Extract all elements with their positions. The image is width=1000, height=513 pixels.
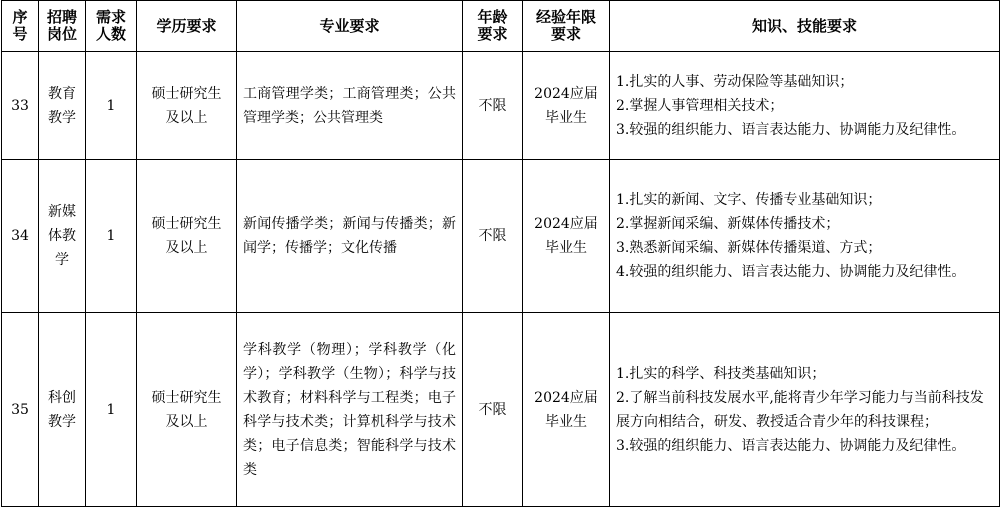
cell-skills xyxy=(610,313,1000,507)
cell-major: 学科教学（物理）；学科教学（化学）；学科教学（生物）；科学与技术教育；材料科学与工程类；电子科学与技术类；计算机科学与技术类；电子信息类；智能科学与技术类 xyxy=(237,313,463,507)
skill-item: 1.扎实的新闻、文字、传播专业基础知识； xyxy=(616,192,882,208)
header-major: 专业要求 xyxy=(237,1,463,52)
cell-position: 教育教学 xyxy=(39,52,86,160)
header-count: 需求人数 xyxy=(86,1,137,52)
cell-count: 1 xyxy=(86,160,137,313)
cell-skills xyxy=(610,52,1000,160)
skill-item: 3.较强的组织能力、语言表达能力、协调能力及纪律性。 xyxy=(616,121,966,138)
cell-count: 1 xyxy=(86,313,137,507)
cell-seq: 35 xyxy=(2,313,39,507)
table-row xyxy=(2,313,1000,507)
skill-item: 2.掌握新闻采编、新媒体传播技术； xyxy=(616,216,840,232)
skill-item: 2.了解当前科技发展水平,能将青少年学习能力与当前科技发展方向相结合，研发、教授适合青少年的科技课程； xyxy=(616,389,984,430)
cell-age: 不限 xyxy=(463,160,523,313)
skill-item: 3.熟悉新闻采编、新媒体传播渠道、方式； xyxy=(616,240,882,256)
header-position: 招聘岗位 xyxy=(39,1,86,52)
cell-experience: 2024应届毕业生 xyxy=(523,160,610,313)
header-row xyxy=(2,1,1000,52)
header-seq: 序号 xyxy=(2,1,39,52)
cell-major: 新闻传播学类；新闻与传播类；新闻学；传播学；文化传播 xyxy=(237,160,463,313)
cell-education: 硕士研究生及以上 xyxy=(137,52,237,160)
cell-count: 1 xyxy=(86,52,137,160)
cell-age: 不限 xyxy=(463,313,523,507)
cell-experience: 2024应届毕业生 xyxy=(523,52,610,160)
cell-age: 不限 xyxy=(463,52,523,160)
header-skills: 知识、技能要求 xyxy=(610,1,1000,52)
skill-item: 2.掌握人事管理相关技术； xyxy=(616,97,784,114)
cell-skills xyxy=(610,160,1000,313)
table-row xyxy=(2,52,1000,160)
skill-item: 4.较强的组织能力、语言表达能力、协调能力及纪律性。 xyxy=(616,264,966,280)
header-experience: 经验年限要求 xyxy=(523,1,610,52)
header-age: 年龄要求 xyxy=(463,1,523,52)
skill-item: 1.扎实的人事、劳动保险等基础知识； xyxy=(616,73,854,90)
cell-education: 硕士研究生及以上 xyxy=(137,160,237,313)
cell-experience: 2024应届毕业生 xyxy=(523,313,610,507)
skill-item: 1.扎实的科学、科技类基础知识； xyxy=(616,365,826,382)
cell-position: 科创教学 xyxy=(39,313,86,507)
cell-position: 新媒体教学 xyxy=(39,160,86,313)
recruitment-table xyxy=(1,0,1000,507)
cell-major: 工商管理学类；工商管理类；公共管理学类；公共管理类 xyxy=(237,52,463,160)
cell-seq: 33 xyxy=(2,52,39,160)
table-row xyxy=(2,160,1000,313)
header-education: 学历要求 xyxy=(137,1,237,52)
skill-item: 3.较强的组织能力、语言表达能力、协调能力及纪律性。 xyxy=(616,437,966,454)
cell-seq: 34 xyxy=(2,160,39,313)
cell-education: 硕士研究生及以上 xyxy=(137,313,237,507)
